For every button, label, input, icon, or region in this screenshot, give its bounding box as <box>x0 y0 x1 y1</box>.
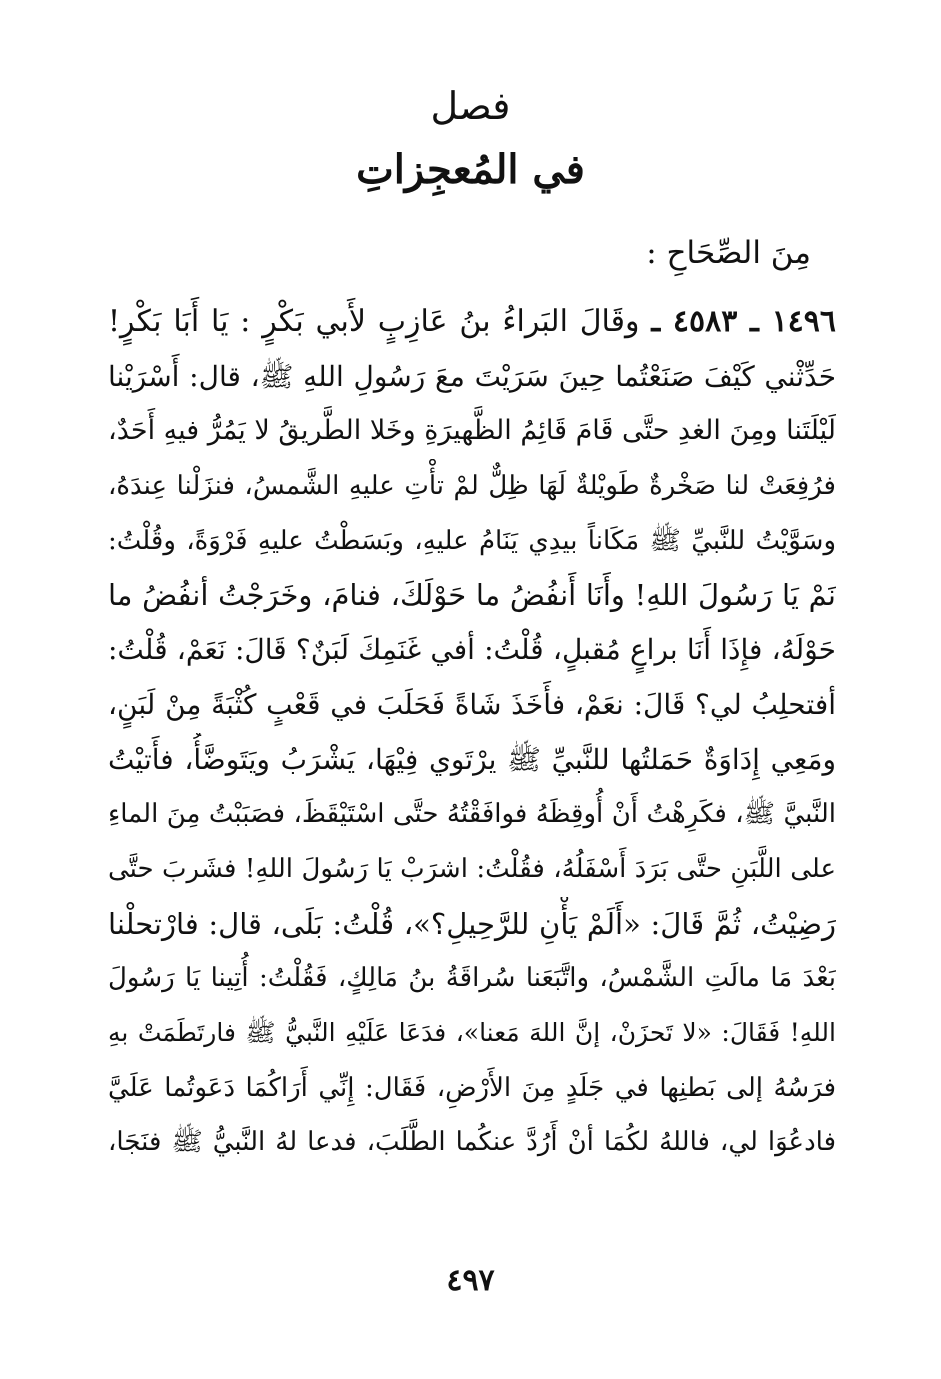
text-line-12: رَضِيْتُ، ثُمَّ قَالَ: «أَلَمْ يَأْنِ للرَّحِيلِ؟»، قُلْتُ: بَلَى، قال: فارْتحلْنا <box>108 906 836 941</box>
hadith-text <box>108 295 836 1170</box>
text-line-1-content: وقَالَ البَراءُ بنُ عَازِبٍ لأَبي بَكْرٍ : يَا أَبَا بَكْرٍ! <box>108 304 640 339</box>
page-number: ٤٩٧ <box>446 1263 495 1298</box>
text-line-4: فرُفِعَتْ لنا صَخْرةٌ طَويْلةٌ لَهَا ظِلٌّ لمْ تأْتِ عليهِ الشَّمسُ، فنزَلْنا عِندَهُ، <box>108 471 836 502</box>
text-line-11: على اللَّبَنِ حتَّى بَرَدَ أَسْفَلُهُ، فقُلْتُ: اشرَبْ يَا رَسُولَ اللهِ! فشَربَ حتَّى <box>108 853 836 884</box>
section-label: فصل <box>430 84 511 128</box>
text-line-5: وسَوَّيْتُ للنَّبيِّ ﷺ مَكَاناً بيدِي يَنَامُ عليهِ، وبَسَطْتُ عليهِ فَرْوَةً، وقُلْتُ: <box>108 525 836 556</box>
source-heading: مِنَ الصِّحَاحِ : <box>646 235 811 271</box>
text-line-6: نَمْ يَا رَسُولَ اللهِ! وأَنَا أَنفُضُ ما حَوْلَكَ، فنامَ، وخَرَجْتُ أنفُضُ ما <box>108 578 836 613</box>
text-line-9: ومَعِي إِدَاوَةٌ حَمَلتُها للنَّبيِّ ﷺ يرْتَوي فِيْهَا، يَشْرَبُ ويَتَوضَّأُ، فأَتيْتُ <box>108 742 836 776</box>
text-line-16: فادعُوَا لي، فاللهُ لكُمَا أنْ أَرُدَّ عنكُما الطَّلَبَ، فدعا لهُ النَّبيُّ ﷺ فنَجَا، <box>108 1127 836 1158</box>
section-title: في المُعجِزاتِ <box>356 146 585 193</box>
text-line-10: النَّبيَّ ﷺ، فكَرِهْتُ أَنْ أُوقِظَهُ فوافَقْتُهُ حتَّى اسْتَيْقَظَ، فصَبَبْتُ مِنَ الماءِ <box>108 799 836 830</box>
hadith-number: ١٤٩٦ ـ ٤٥٨٣ ـ <box>651 304 836 339</box>
text-line-14: اللهِ! فَقَالَ: «لا تَحزَنْ، إنَّ اللهَ مَعنا»، فدَعَا عَلَيْهِ النَّبيُّ ﷺ فارتَطَمَتْ بهِ <box>108 1017 836 1047</box>
text-line-7: حَوْلَهُ، فإِذَا أَنَا براعٍ مُقبلٍ، قُلْتُ: أفي غَنَمِكَ لَبَنٌ؟ قَالَ: نَعَمْ، قُلْتُ: <box>108 633 836 667</box>
text-line-2: حَدِّثْني كَيْفَ صَنَعْتُما حِينَ سَرَيْتَ معَ رَسُولِ اللهِ ﷺ، قال: أَسْرَيْنا <box>108 359 836 393</box>
text-line-8: أفتحلِبُ لي؟ قَالَ: نعَمْ، فأَخَذَ شَاةً فَحَلَبَ في قَعْبٍ كُثْبَةً مِنْ لَبَنٍ، <box>108 687 836 721</box>
text-line-1 <box>108 295 836 350</box>
text-line-13: بَعْدَ مَا مالَتِ الشَّمْسُ، واتَّبَعَنا سُراقَةُ بنُ مَالِكٍ، فَقُلْتُ: أُتِينا يَا رَسُولَ <box>108 963 836 994</box>
text-line-15: فرَسُهُ إلى بَطنِها في جَلَدٍ مِنَ الأَرْضِ، فَقَال: إِنِّي أَرَاكُمَا دَعَوتُما عَلَيَّ <box>108 1072 836 1103</box>
text-line-3: لَيْلَتَنا ومِنَ الغدِ حتَّى قَامَ قَائِمُ الظَّهيرَةِ وخَلا الطَّريقُ لا يَمُرُّ فيهِ أَحَدٌ، <box>108 415 836 447</box>
